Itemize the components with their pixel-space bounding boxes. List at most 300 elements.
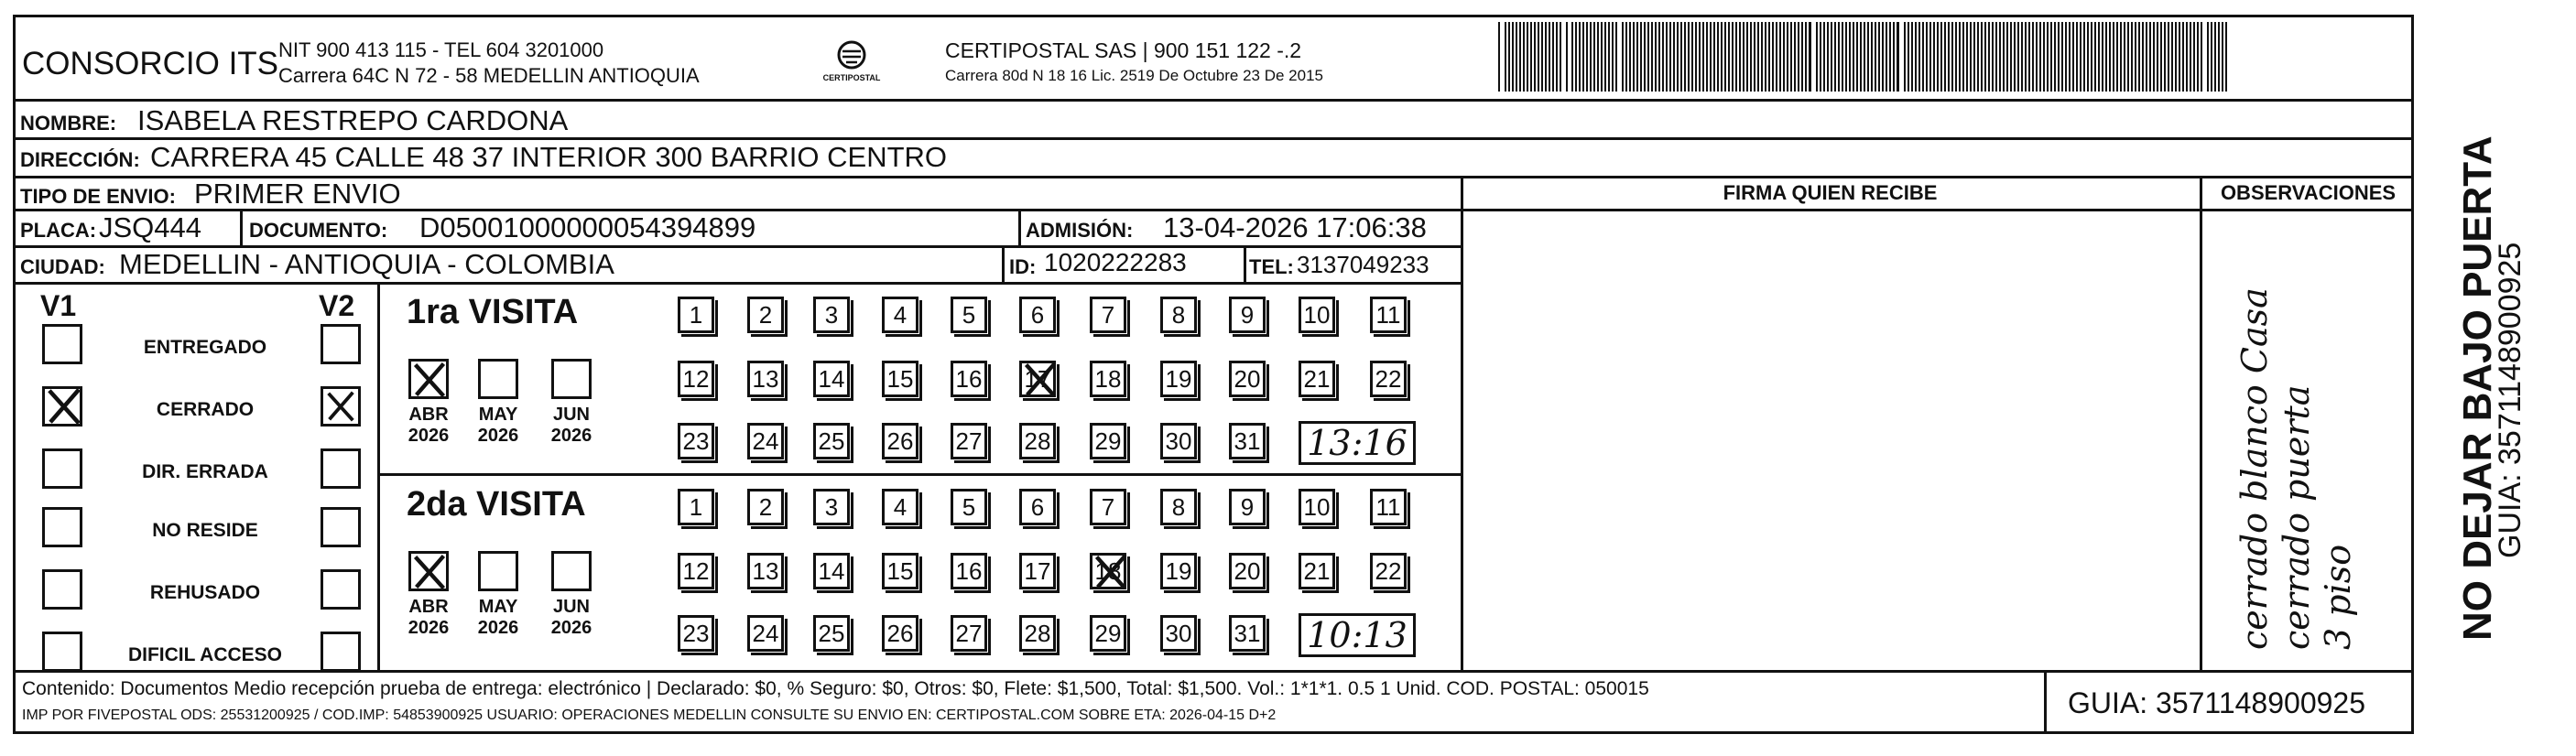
barcode-bar	[1783, 22, 1785, 92]
barcode-bar	[2102, 22, 2103, 92]
barcode-bar	[1582, 22, 1584, 92]
day-box[interactable]: 2	[747, 489, 784, 525]
day-box[interactable]: 13	[747, 553, 784, 589]
documento-value: D05001000000054394899	[419, 211, 756, 243]
barcode-bar	[2087, 22, 2089, 92]
day-box[interactable]: 12	[678, 553, 714, 589]
day-box[interactable]: 17	[1019, 553, 1056, 589]
documento-label: DOCUMENTO:	[249, 219, 388, 242]
barcode-bar	[2214, 22, 2216, 92]
barcode-bar	[1702, 22, 1704, 92]
visit-time-box[interactable]: 13:16	[1299, 421, 1416, 465]
day-box[interactable]: 21	[1299, 361, 1335, 397]
day-box[interactable]: 24	[747, 615, 784, 652]
barcode-bar	[1757, 22, 1759, 92]
status-option-label: ENTREGADO	[143, 337, 267, 358]
barcode-bar	[1717, 22, 1719, 92]
barcode-bar	[2160, 22, 2162, 92]
barcode-bar	[1651, 22, 1653, 92]
v1-label: V1	[40, 289, 77, 322]
visit-time-box[interactable]: 10:13	[1299, 613, 1416, 657]
day-box[interactable]: 4	[882, 489, 918, 525]
barcode-bar	[2076, 22, 2078, 92]
barcode-bar	[1710, 22, 1712, 92]
x-mark-icon	[323, 389, 358, 424]
barcode-bar	[1721, 22, 1723, 92]
day-box[interactable]: 17	[1019, 361, 1056, 397]
row-divider	[13, 282, 1461, 285]
x-mark-icon	[1020, 360, 1060, 400]
day-box[interactable]: 23	[678, 423, 714, 459]
barcode-bar	[1999, 22, 2001, 92]
barcode-bar	[2094, 22, 2096, 92]
ciudad-label: CIUDAD:	[20, 255, 105, 278]
barcode-bar	[1992, 22, 1994, 92]
day-box[interactable]: 26	[882, 615, 918, 652]
barcode-bar	[1875, 22, 1876, 92]
status-option-label: NO RESIDE	[152, 520, 258, 541]
barcode-bar	[1871, 22, 1873, 92]
barcode-bar	[1878, 22, 1880, 92]
carrier-info-line1: CERTIPOSTAL SAS | 900 151 122 -.2	[945, 38, 1302, 62]
barcode-bar	[1776, 22, 1777, 92]
barcode-bar	[2186, 22, 2188, 92]
footer-divider	[13, 670, 2414, 673]
barcode-bar	[1948, 22, 1950, 92]
barcode-bar	[2168, 22, 2169, 92]
tel-divider	[1244, 245, 1246, 282]
day-box[interactable]: 24	[747, 423, 784, 459]
barcode-bar	[1586, 22, 1588, 92]
certipostal-logo-icon	[806, 37, 897, 92]
visit-title: 1ra VISITA	[407, 293, 579, 331]
day-box[interactable]: 5	[951, 489, 987, 525]
day-box[interactable]: 31	[1229, 615, 1266, 652]
status-checkbox-v2[interactable]	[321, 507, 361, 547]
barcode-bar	[2025, 22, 2027, 92]
day-box[interactable]: 9	[1229, 297, 1266, 333]
barcode-bar	[1658, 22, 1660, 92]
barcode-bar	[2014, 22, 2016, 92]
barcode-bar	[2065, 22, 2067, 92]
barcode-bar	[2072, 22, 2074, 92]
barcode-bar	[1743, 22, 1745, 92]
barcode-bar	[1970, 22, 1972, 92]
day-box[interactable]: 21	[1299, 553, 1335, 589]
day-box[interactable]: 27	[951, 423, 987, 459]
status-option-label: DIR. ERRADA	[142, 461, 268, 482]
barcode-bar	[2120, 22, 2122, 92]
day-box[interactable]: 6	[1019, 489, 1056, 525]
barcode-bar	[1765, 22, 1766, 92]
footer-guia: GUIA: 3571148900925	[2068, 686, 2365, 719]
barcode-bar	[1538, 22, 1539, 92]
visit-divider	[377, 473, 1461, 476]
barcode-bar	[1530, 22, 1532, 92]
barcode-bar	[2017, 22, 2019, 92]
tel-value: 3137049233	[1297, 251, 1429, 278]
month-checkbox[interactable]	[551, 551, 592, 591]
barcode-bar	[1644, 22, 1646, 92]
barcode-bar	[1691, 22, 1693, 92]
status-option-label: REHUSADO	[149, 582, 261, 603]
status-checkbox-v1[interactable]	[42, 386, 82, 427]
barcode-bar	[1831, 22, 1832, 92]
barcode-bar	[1893, 22, 1895, 92]
day-box[interactable]: 7	[1090, 297, 1126, 333]
barcode-bar	[1827, 22, 1829, 92]
barcode-bar	[1636, 22, 1638, 92]
direccion-label: DIRECCIÓN:	[20, 148, 140, 171]
day-box[interactable]: 1	[678, 297, 714, 333]
svg-text:CERTIPOSTAL: CERTIPOSTAL	[822, 73, 881, 82]
barcode-bar	[1680, 22, 1682, 92]
day-box[interactable]: 15	[882, 553, 918, 589]
barcode-bar	[1706, 22, 1708, 92]
day-box[interactable]: 16	[951, 553, 987, 589]
day-box[interactable]: 23	[678, 615, 714, 652]
barcode-bar	[1787, 22, 1788, 92]
barcode-bar	[2207, 22, 2209, 92]
month-checkbox[interactable]	[478, 551, 518, 591]
month-label: MAY 2026	[477, 597, 519, 638]
day-box[interactable]: 8	[1160, 297, 1197, 333]
barcode-bar	[1750, 22, 1752, 92]
day-box[interactable]: 30	[1160, 615, 1197, 652]
barcode-bar	[1959, 22, 1961, 92]
barcode-bar	[1864, 22, 1865, 92]
barcode-bar	[1615, 22, 1617, 92]
barcode-bar	[2028, 22, 2030, 92]
barcode-bar	[1867, 22, 1869, 92]
month-checkbox[interactable]	[408, 551, 449, 591]
barcode-bar	[1684, 22, 1686, 92]
barcode-bar	[1820, 22, 1821, 92]
status-checkbox-v2[interactable]	[321, 386, 361, 427]
barcode-bar	[1779, 22, 1781, 92]
barcode-bar	[1842, 22, 1843, 92]
barcode-bar	[1882, 22, 1884, 92]
admision-divider	[1018, 209, 1021, 245]
day-box[interactable]: 15	[882, 361, 918, 397]
barcode-bar	[1816, 22, 1818, 92]
day-box[interactable]: 4	[882, 297, 918, 333]
barcode-bar	[2182, 22, 2184, 92]
barcode-bar	[1845, 22, 1847, 92]
month-checkbox[interactable]	[478, 359, 518, 399]
barcode-bar	[2138, 22, 2140, 92]
barcode-bar	[1977, 22, 1979, 92]
barcode-bar	[1545, 22, 1547, 92]
day-box[interactable]: 10	[1299, 489, 1335, 525]
barcode-bar	[1995, 22, 1997, 92]
barcode-bar	[1823, 22, 1825, 92]
barcode-bar	[1527, 22, 1528, 92]
status-divider	[377, 282, 380, 670]
barcode-bar	[1944, 22, 1946, 92]
barcode-bar	[1790, 22, 1792, 92]
day-box[interactable]: 20	[1229, 553, 1266, 589]
day-box[interactable]: 29	[1090, 615, 1126, 652]
day-box[interactable]: 7	[1090, 489, 1126, 525]
barcode-bar	[2054, 22, 2056, 92]
placa-value: JSQ444	[99, 211, 202, 243]
placa-divider	[240, 209, 243, 245]
barcode-bar	[2036, 22, 2038, 92]
barcode-bar	[1798, 22, 1799, 92]
day-box[interactable]: 18	[1090, 553, 1126, 589]
status-checkbox-v2[interactable]	[321, 324, 361, 364]
barcode	[1498, 22, 2231, 92]
barcode-bar	[1951, 22, 1953, 92]
barcode-bar	[1662, 22, 1664, 92]
day-box[interactable]: 14	[813, 553, 850, 589]
barcode-bar	[1516, 22, 1517, 92]
barcode-bar	[1512, 22, 1514, 92]
barcode-bar	[1713, 22, 1715, 92]
status-checkbox-v2[interactable]	[321, 448, 361, 489]
barcode-bar	[1754, 22, 1755, 92]
barcode-bar	[1647, 22, 1649, 92]
day-box[interactable]: 22	[1370, 361, 1407, 397]
day-box[interactable]: 14	[813, 361, 850, 397]
status-checkbox-v1[interactable]	[42, 632, 82, 672]
barcode-bar	[2043, 22, 2045, 92]
day-box[interactable]: 12	[678, 361, 714, 397]
day-box[interactable]: 3	[813, 489, 850, 525]
barcode-bar	[2058, 22, 2060, 92]
observaciones-column-left	[2200, 176, 2202, 670]
id-value: 1020222283	[1044, 248, 1187, 276]
barcode-bar	[1673, 22, 1675, 92]
admision-value: 13-04-2026 17:06:38	[1163, 211, 1427, 243]
barcode-bar	[2061, 22, 2063, 92]
barcode-bar	[1746, 22, 1748, 92]
day-box[interactable]: 28	[1019, 615, 1056, 652]
x-mark-icon	[409, 552, 450, 592]
month-label: MAY 2026	[477, 405, 519, 446]
barcode-bar	[1856, 22, 1858, 92]
barcode-bar	[1926, 22, 1928, 92]
certipostal-logo	[806, 37, 897, 92]
barcode-bar	[1695, 22, 1697, 92]
row-divider	[13, 137, 2414, 140]
barcode-bar	[2032, 22, 2034, 92]
barcode-bar	[1853, 22, 1854, 92]
ciudad-value: MEDELLIN - ANTIOQUIA - COLOMBIA	[119, 248, 614, 280]
day-box[interactable]: 13	[747, 361, 784, 397]
barcode-bar	[1566, 22, 1568, 92]
barcode-bar	[1523, 22, 1525, 92]
barcode-bar	[1908, 22, 1909, 92]
day-box[interactable]: 29	[1090, 423, 1126, 459]
barcode-bar	[1534, 22, 1536, 92]
barcode-bar	[2098, 22, 2100, 92]
footer-line2: IMP POR FIVEPOSTAL ODS: 25531200925 / COD.IMP: 54853900925 USUARIO: OPERACIONES MEDELLIN CONSULTE SU ENVIO EN: CERTIPOSTAL.COM SOBRE ETA: 2026-04-15 D+2	[22, 707, 1277, 723]
barcode-bar	[2197, 22, 2199, 92]
day-box[interactable]: 9	[1229, 489, 1266, 525]
barcode-bar	[1575, 22, 1577, 92]
barcode-bar	[1739, 22, 1741, 92]
tipo-envio-label: TIPO DE ENVIO:	[20, 185, 176, 208]
barcode-bar	[1604, 22, 1606, 92]
day-box[interactable]: 11	[1370, 297, 1407, 333]
barcode-bar	[1981, 22, 1983, 92]
company-name: CONSORCIO ITS	[22, 46, 279, 81]
barcode-bar	[2211, 22, 2212, 92]
barcode-bar	[1761, 22, 1763, 92]
barcode-bar	[1929, 22, 1931, 92]
barcode-bar	[1937, 22, 1939, 92]
status-checkbox-v1[interactable]	[42, 448, 82, 489]
nombre-value: ISABELA RESTREPO CARDONA	[137, 104, 569, 136]
id-divider	[1002, 245, 1005, 282]
barcode-bar	[2083, 22, 2085, 92]
barcode-bar	[1940, 22, 1942, 92]
day-box[interactable]: 1	[678, 489, 714, 525]
day-box[interactable]: 16	[951, 361, 987, 397]
status-checkbox-v2[interactable]	[321, 569, 361, 610]
status-checkbox-v1[interactable]	[42, 324, 82, 364]
month-label: JUN 2026	[550, 405, 592, 446]
day-box[interactable]: 8	[1160, 489, 1197, 525]
barcode-bar	[1508, 22, 1510, 92]
footer-guia-divider	[2044, 670, 2047, 734]
visit-title: 2da VISITA	[407, 485, 586, 524]
month-label: ABR 2026	[408, 405, 450, 446]
day-box[interactable]: 2	[747, 297, 784, 333]
tipo-envio-value: PRIMER ENVIO	[194, 178, 401, 210]
side-title: NO DEJAR BAJO PUERTA	[2455, 135, 2500, 641]
nombre-label: NOMBRE:	[20, 112, 117, 135]
barcode-bar	[1849, 22, 1851, 92]
barcode-bar	[2010, 22, 2012, 92]
barcode-bar	[2222, 22, 2223, 92]
day-box[interactable]: 28	[1019, 423, 1056, 459]
status-checkbox-v1[interactable]	[42, 569, 82, 610]
barcode-bar	[1541, 22, 1543, 92]
status-option-label: DIFICIL ACCESO	[127, 644, 282, 665]
barcode-bar	[2149, 22, 2151, 92]
day-box[interactable]: 31	[1229, 423, 1266, 459]
status-checkbox-v2[interactable]	[321, 632, 361, 672]
barcode-bar	[1911, 22, 1913, 92]
header-divider	[13, 99, 2414, 102]
barcode-bar	[1519, 22, 1521, 92]
barcode-bar	[2039, 22, 2041, 92]
barcode-bar	[1809, 22, 1811, 92]
barcode-bar	[2080, 22, 2081, 92]
barcode-bar	[1608, 22, 1610, 92]
day-box[interactable]: 18	[1090, 361, 1126, 397]
barcode-bar	[1669, 22, 1671, 92]
day-box[interactable]: 25	[813, 423, 850, 459]
barcode-bar	[2201, 22, 2202, 92]
barcode-bar	[1904, 22, 1906, 92]
company-info-line1: NIT 900 413 115 - TEL 604 3201000	[278, 38, 604, 61]
barcode-bar	[1625, 22, 1627, 92]
month-label: ABR 2026	[408, 597, 450, 638]
side-guia: GUIA: 3571148900925	[2493, 242, 2527, 558]
barcode-bar	[2146, 22, 2147, 92]
barcode-bar	[1579, 22, 1581, 92]
barcode-bar	[1728, 22, 1730, 92]
month-checkbox[interactable]	[408, 359, 449, 399]
month-label: JUN 2026	[550, 597, 592, 638]
barcode-bar	[1498, 22, 1500, 92]
barcode-bar	[1556, 22, 1558, 92]
day-box[interactable]: 10	[1299, 297, 1335, 333]
day-box[interactable]: 22	[1370, 553, 1407, 589]
company-info-line2: Carrera 64C N 72 - 58 MEDELLIN ANTIOQUIA	[278, 64, 700, 87]
barcode-bar	[1601, 22, 1603, 92]
barcode-bar	[2003, 22, 2005, 92]
observacion-text: cerrado blanco Casa cerrado puerta 3 piso	[2234, 287, 2359, 650]
barcode-bar	[1794, 22, 1796, 92]
day-box[interactable]: 27	[951, 615, 987, 652]
barcode-bar	[2124, 22, 2125, 92]
day-box[interactable]: 26	[882, 423, 918, 459]
barcode-bar	[1838, 22, 1840, 92]
direccion-value: CARRERA 45 CALLE 48 37 INTERIOR 300 BARRIO CENTRO	[150, 141, 948, 173]
barcode-bar	[2109, 22, 2111, 92]
barcode-bar	[1897, 22, 1899, 92]
barcode-bar	[2113, 22, 2114, 92]
day-box[interactable]: 5	[951, 297, 987, 333]
barcode-bar	[2021, 22, 2023, 92]
barcode-bar	[1735, 22, 1737, 92]
barcode-bar	[1984, 22, 1986, 92]
barcode-bar	[2218, 22, 2220, 92]
barcode-bar	[1560, 22, 1561, 92]
day-box[interactable]: 25	[813, 615, 850, 652]
barcode-bar	[1593, 22, 1595, 92]
barcode-bar	[1597, 22, 1599, 92]
footer-line1: Contenido: Documentos Medio recepción prueba de entrega: electrónico | Declarado: $0, % Seguro: $0, Otros: $0, Flete: $1,500, Total: $1,500. Vol.: 1*1*1. 0.5 1 Unid. COD. POSTAL: 050015	[22, 678, 1649, 699]
barcode-bar	[2069, 22, 2071, 92]
day-box[interactable]: 3	[813, 297, 850, 333]
barcode-bar	[2175, 22, 2177, 92]
day-box[interactable]: 30	[1160, 423, 1197, 459]
barcode-bar	[1732, 22, 1734, 92]
barcode-bar	[1933, 22, 1935, 92]
carrier-info-line2: Carrera 80d N 18 16 Lic. 2519 De Octubre 23 De 2015	[945, 67, 1323, 84]
day-box[interactable]: 19	[1160, 553, 1197, 589]
status-checkbox-v1[interactable]	[42, 507, 82, 547]
barcode-bar	[1655, 22, 1657, 92]
firma-column-left	[1461, 176, 1463, 670]
barcode-bar	[2105, 22, 2107, 92]
day-box[interactable]: 11	[1370, 489, 1407, 525]
barcode-bar	[2171, 22, 2173, 92]
day-box[interactable]: 20	[1229, 361, 1266, 397]
v2-label: V2	[319, 289, 355, 322]
barcode-bar	[2193, 22, 2195, 92]
month-checkbox[interactable]	[551, 359, 592, 399]
barcode-bar	[2179, 22, 2180, 92]
barcode-bar	[1889, 22, 1891, 92]
day-box[interactable]: 6	[1019, 297, 1056, 333]
x-mark-icon	[43, 385, 85, 427]
barcode-bar	[1724, 22, 1726, 92]
x-mark-icon	[409, 360, 450, 400]
barcode-bar	[1590, 22, 1592, 92]
barcode-bar	[2135, 22, 2136, 92]
day-box[interactable]: 19	[1160, 361, 1197, 397]
barcode-bar	[1552, 22, 1554, 92]
placa-label: PLACA:	[20, 219, 97, 242]
admision-label: ADMISIÓN:	[1026, 219, 1134, 242]
